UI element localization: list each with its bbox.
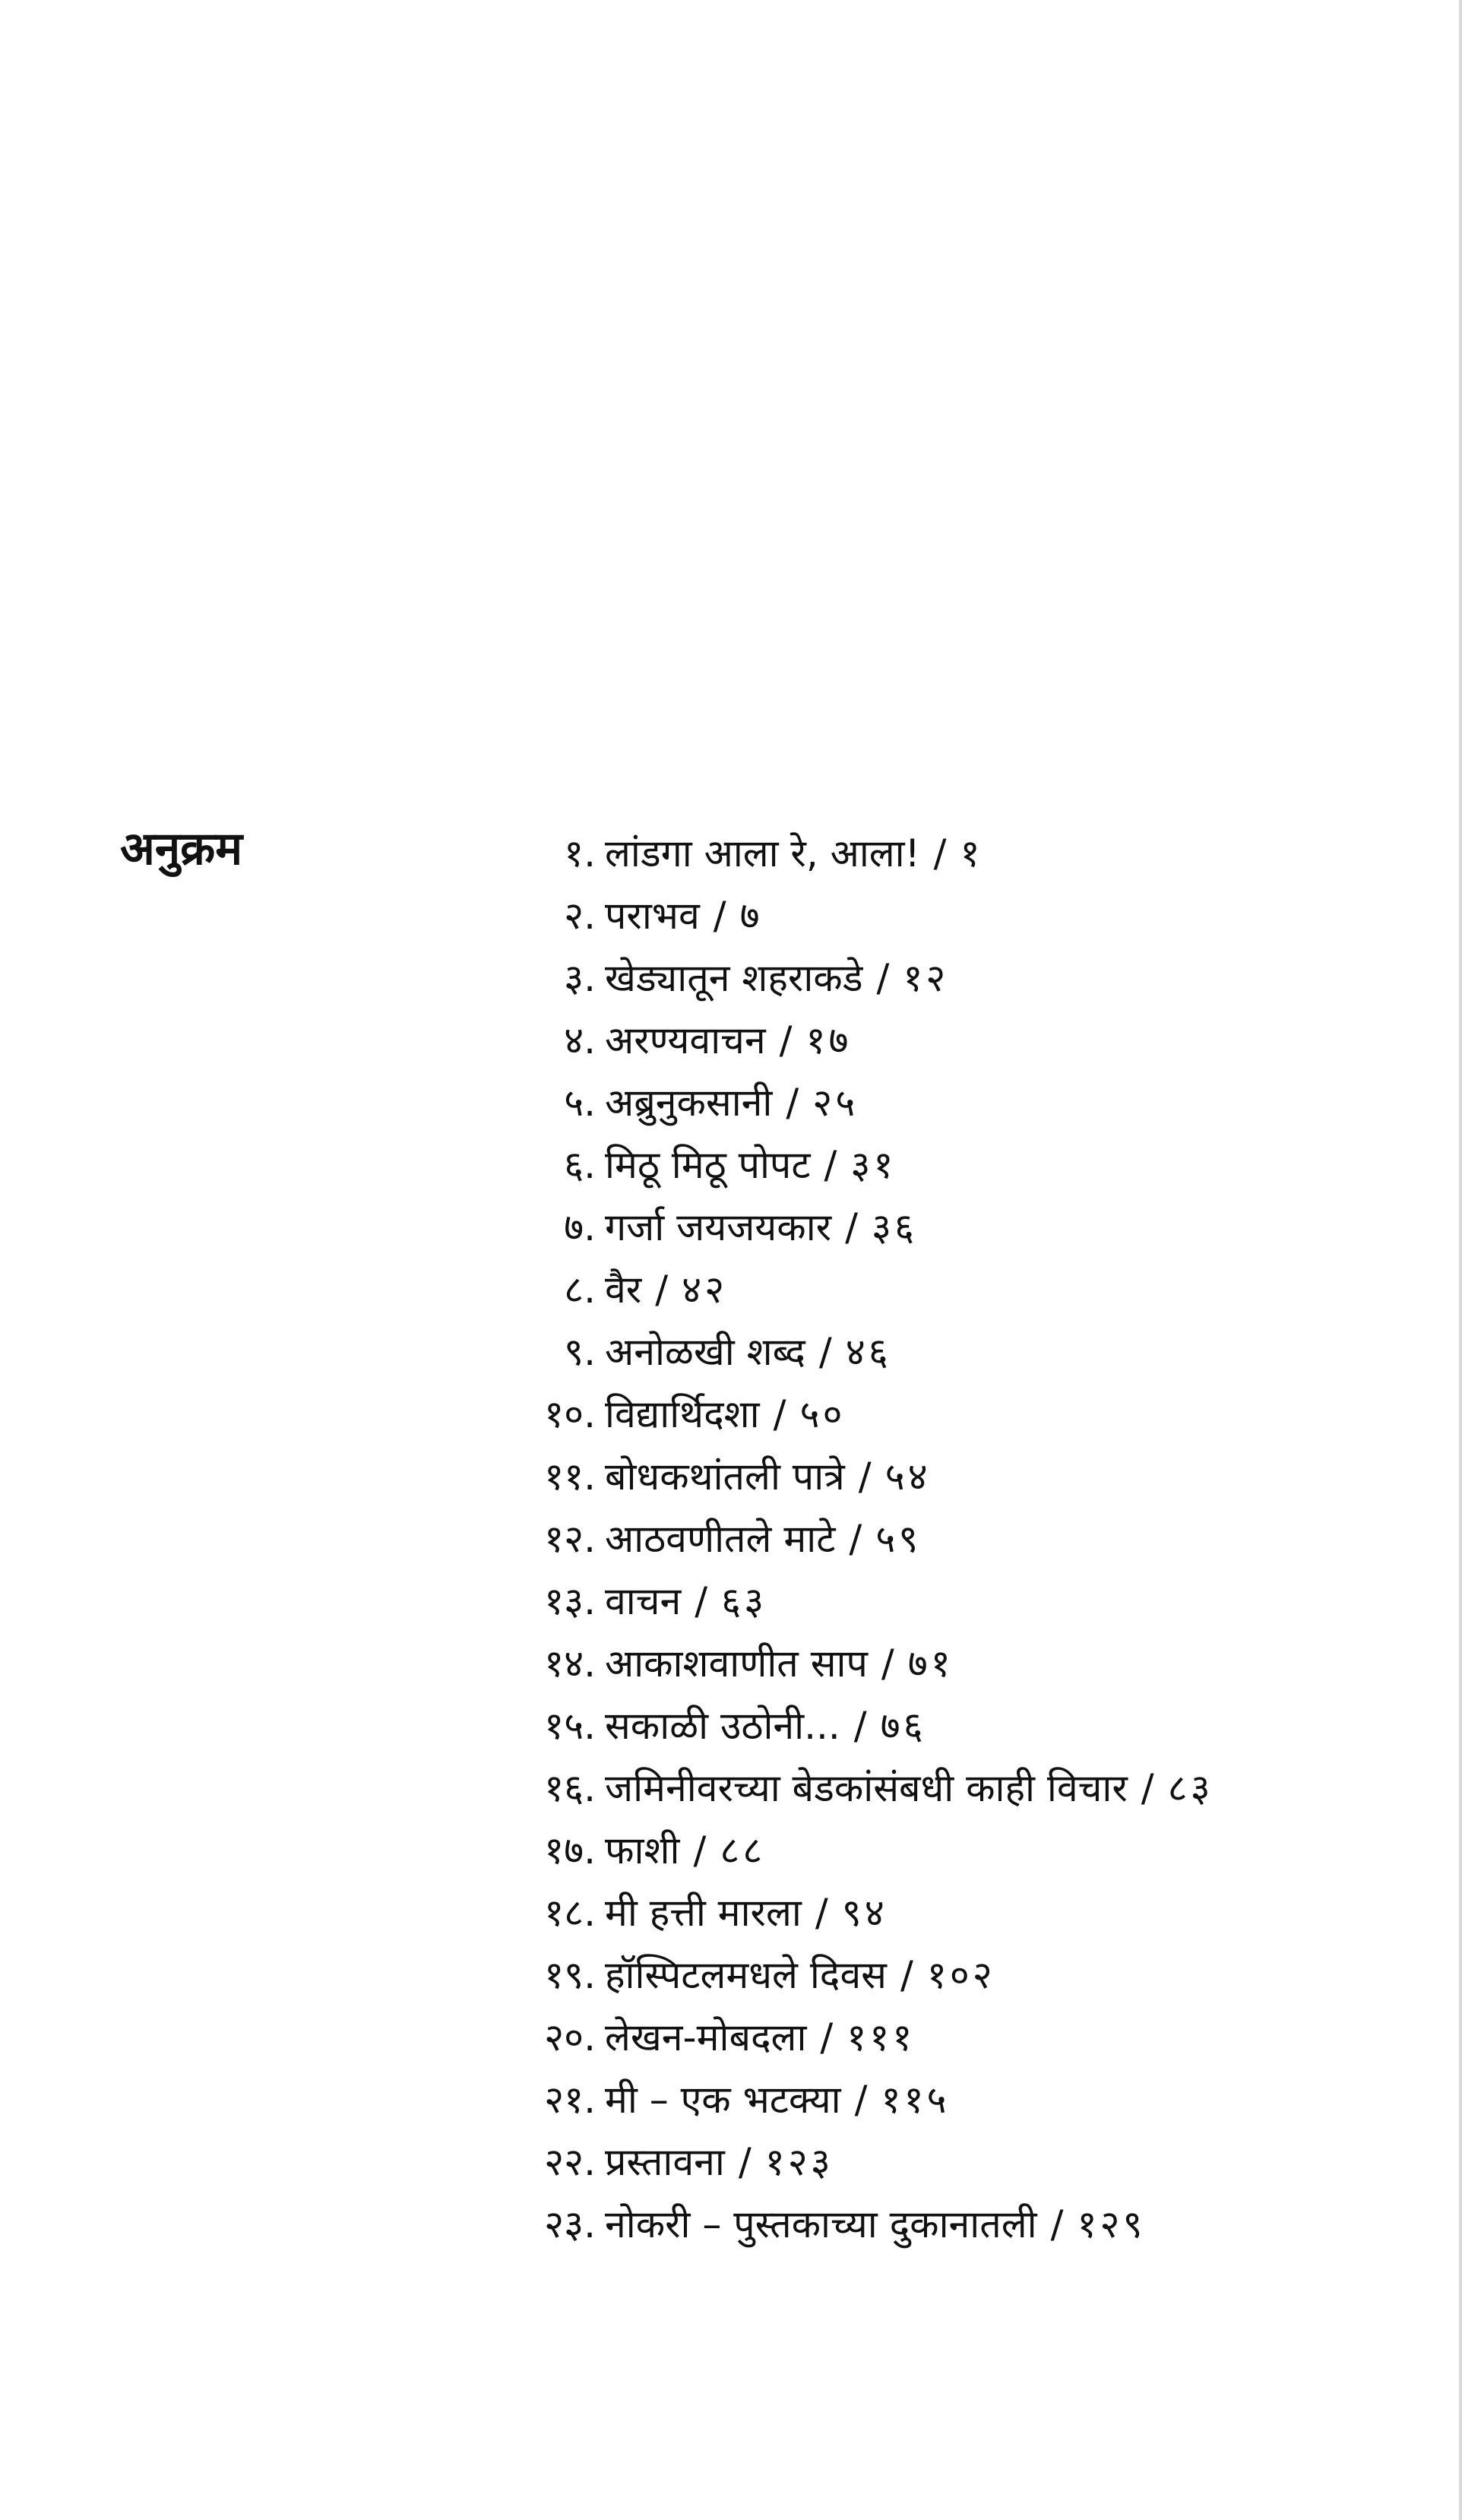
toc-entry-page-number: ५९: [875, 1517, 922, 1561]
toc-entry-page-number: ५४: [884, 1455, 931, 1499]
toc-entry: [517, 1134, 1413, 1196]
toc-entry-separator: /: [824, 1143, 837, 1187]
toc-entry-number: ११.: [544, 1455, 596, 1499]
toc-entry-page-number: १२३: [764, 2140, 834, 2184]
toc-entry: [517, 1695, 1413, 1757]
toc-entry-number: २.: [564, 894, 596, 938]
toc-entry: [517, 1072, 1413, 1134]
toc-entry-title: वैर: [605, 1268, 642, 1312]
toc-entry-title: गर्जा जयजयकार: [605, 1205, 832, 1249]
toc-entry-page-number: ९४: [841, 1891, 888, 1935]
toc-entry-title: फाशी: [605, 1828, 680, 1873]
toc-entry-number: १६.: [544, 1766, 596, 1810]
toc-entry-page-number: ३६: [871, 1205, 917, 1249]
toc-entry: [517, 1819, 1413, 1882]
toc-entry-title: मी – एक भटक्या: [605, 2078, 841, 2122]
toc-entry-title: अनोळखी शब्द: [605, 1330, 805, 1374]
toc-entry-separator: /: [786, 1081, 799, 1125]
toc-entry-number: १७.: [544, 1828, 596, 1873]
toc-entry-separator: /: [876, 956, 890, 1000]
toc-entry-title: अरण्यवाचन: [605, 1018, 766, 1062]
toc-entry-page-number: ११५: [881, 2078, 950, 2122]
toc-entry-number: १८.: [544, 1891, 596, 1935]
toc-entry: [517, 2006, 1413, 2069]
toc-entry-page-number: ४२: [682, 1268, 728, 1312]
toc-entry-separator: /: [695, 1579, 708, 1623]
toc-entry-number: ५.: [564, 1081, 596, 1125]
toc-entry-separator: /: [881, 1641, 894, 1686]
toc-entry-page-number: ८३: [1167, 1766, 1214, 1810]
toc-entry-page-number: २५: [812, 1081, 859, 1125]
toc-entry-title: अब्रुनुकसानी: [605, 1081, 773, 1125]
toc-entry: [517, 1445, 1413, 1508]
toc-entry: [517, 1321, 1413, 1383]
table-of-contents: [517, 822, 1413, 2256]
toc-entry-number: १५.: [544, 1704, 596, 1748]
toc-entry-title: लेखन-मोबदला: [605, 2015, 807, 2059]
toc-entry: [517, 2069, 1413, 2131]
toc-heading: अनुक्रम: [120, 822, 243, 875]
toc-entry-separator: /: [933, 831, 947, 875]
toc-entry-title: हॉस्पिटलमधले दिवस: [605, 1953, 887, 1997]
toc-entry-number: १९.: [544, 1953, 596, 1997]
toc-entry-separator: /: [773, 1392, 786, 1436]
toc-entry-separator: /: [854, 2078, 868, 2122]
toc-entry-page-number: १: [960, 831, 983, 875]
toc-entry: [517, 1009, 1413, 1072]
toc-entry: [517, 1570, 1413, 1632]
toc-entry-page-number: १२९: [1077, 2202, 1146, 2246]
toc-entry-title: आकाशवाणीत साप: [605, 1641, 868, 1686]
toc-entry-separator: /: [818, 1330, 832, 1374]
toc-entry-separator: /: [849, 1517, 862, 1561]
toc-entry-number: १४.: [544, 1641, 596, 1686]
toc-entry-page-number: ८८: [720, 1828, 766, 1873]
toc-entry-separator: /: [693, 1828, 707, 1873]
toc-entry-number: ४.: [564, 1018, 596, 1062]
toc-entry-title: बोधकथांतली पात्रे: [605, 1455, 845, 1499]
toc-entry-title: खेड्यातून शहराकडे: [605, 956, 863, 1000]
toc-entry-page-number: ५०: [799, 1392, 846, 1436]
toc-entry: [517, 822, 1413, 885]
toc-entry: [517, 1258, 1413, 1321]
toc-entry-number: १.: [564, 831, 596, 875]
toc-entry-separator: /: [853, 1704, 867, 1748]
toc-entry-number: ८.: [564, 1268, 596, 1312]
toc-entry: [517, 1196, 1413, 1258]
toc-entry-separator: /: [900, 1953, 913, 1997]
toc-entry: [517, 1757, 1413, 1819]
toc-entry: [517, 947, 1413, 1009]
toc-entry-page-number: ३१: [850, 1143, 897, 1187]
toc-entry-title: सकाळी उठोनी...: [605, 1704, 840, 1748]
toc-entry: [517, 1882, 1413, 1944]
toc-entry-number: २०.: [544, 2015, 596, 2059]
toc-entry-number: ३.: [564, 956, 596, 1000]
toc-entry-title: मिठू मिठू पोपट: [605, 1143, 811, 1187]
toc-entry-page-number: १७: [805, 1018, 852, 1062]
toc-entry-number: २२.: [544, 2140, 596, 2184]
toc-entry-title: प्रस्तावना: [605, 2140, 725, 2184]
toc-entry-number: ६.: [564, 1143, 596, 1187]
toc-entry-number: २१.: [544, 2078, 596, 2122]
toc-entry-title: वाचन: [605, 1579, 682, 1623]
toc-entry-title: मी हत्ती मारला: [605, 1891, 802, 1935]
toc-entry-number: ९.: [564, 1330, 596, 1374]
toc-entry-separator: /: [738, 2140, 752, 2184]
toc-entry: [517, 1632, 1413, 1695]
toc-entry: [517, 1508, 1413, 1570]
toc-entry: [517, 1944, 1413, 2006]
toc-entry: [517, 1383, 1413, 1445]
page-edge-shadow: [1459, 0, 1462, 2520]
toc-entry-number: १२.: [544, 1517, 596, 1561]
toc-entry-separator: /: [845, 1205, 858, 1249]
toc-entry-page-number: ६३: [721, 1579, 767, 1623]
toc-entry-separator: /: [1141, 1766, 1154, 1810]
toc-entry-page-number: ४६: [845, 1330, 891, 1374]
toc-entry-page-number: १२: [903, 956, 949, 1000]
toc-entry-separator: /: [820, 2015, 834, 2059]
toc-entry-separator: /: [1050, 2202, 1064, 2246]
toc-entry-page-number: ७६: [880, 1704, 926, 1748]
toc-entry-number: ७.: [564, 1205, 596, 1249]
toc-entry-title: जमिनीवरच्या बेडकांसंबधी काही विचार: [605, 1766, 1128, 1810]
toc-entry-separator: /: [815, 1891, 828, 1935]
toc-entry-separator: /: [858, 1455, 872, 1499]
toc-entry-separator: /: [779, 1018, 793, 1062]
toc-entry-page-number: १०२: [926, 1953, 995, 1997]
toc-entry-separator: /: [713, 894, 726, 938]
toc-entry-number: २३.: [544, 2202, 596, 2246]
toc-entry: [517, 2193, 1413, 2256]
toc-entry-title: पराभव: [605, 894, 700, 938]
toc-entry-title: विद्यार्थिदशा: [605, 1392, 760, 1436]
toc-entry-title: लांडगा आला रे, आला!: [605, 831, 920, 875]
toc-entry-title: नोकरी – पुस्तकाच्या दुकानातली: [605, 2202, 1037, 2246]
toc-entry: [517, 885, 1413, 947]
toc-entry-page-number: ७: [739, 894, 763, 938]
toc-entry-title: आठवणीतले माटे: [605, 1517, 836, 1561]
toc-entry-separator: /: [655, 1268, 669, 1312]
toc-entry: [517, 2131, 1413, 2193]
toc-entry-number: १३.: [544, 1579, 596, 1623]
toc-entry-page-number: ७१: [907, 1641, 954, 1686]
toc-entry-number: १०.: [544, 1392, 596, 1436]
toc-entry-page-number: १११: [847, 2015, 916, 2059]
